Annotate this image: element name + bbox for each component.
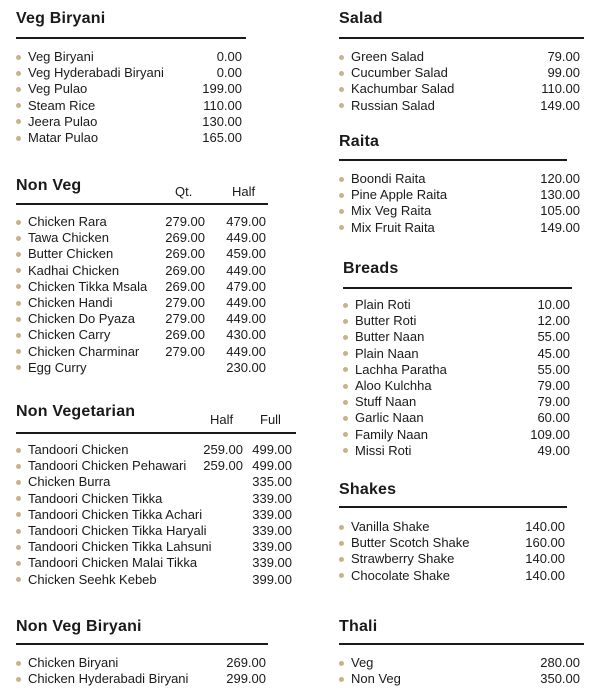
item-name: Missi Roti <box>355 442 412 458</box>
item-list <box>16 655 268 687</box>
menu-item <box>16 311 268 327</box>
item-price: 130.00 <box>540 187 580 203</box>
menu-item <box>339 568 569 584</box>
menu-item <box>16 491 296 507</box>
section-title: Non Veg Biryani <box>16 618 142 635</box>
item-name: Family Naan <box>355 426 428 442</box>
item-list <box>16 214 268 376</box>
item-name: Jeera Pulao <box>28 113 98 129</box>
section-divider <box>16 37 246 39</box>
item-price: 140.00 <box>525 567 565 583</box>
item-price: 140.00 <box>525 551 565 567</box>
item-price-second: 479.00 <box>226 214 266 229</box>
item-price: 269.00 <box>226 655 266 670</box>
item-price-second: 449.00 <box>226 230 266 246</box>
section-title: Salad <box>339 10 383 27</box>
column-header-half: Half <box>210 412 234 427</box>
bullet-dot-icon <box>16 365 21 370</box>
section-title: Raita <box>339 133 380 150</box>
item-price-second: 449.00 <box>226 311 266 327</box>
item-price: 55.00 <box>537 361 570 377</box>
bullet-dot-icon <box>343 432 348 437</box>
bullet-dot-icon <box>339 225 344 230</box>
menu-item <box>16 671 268 687</box>
menu-item <box>16 263 268 279</box>
item-price-second: 335.00 <box>252 474 292 490</box>
item-price: 130.00 <box>202 113 242 129</box>
bullet-dot-icon <box>339 177 344 182</box>
section-title: Breads <box>343 260 399 277</box>
item-name: Russian Salad <box>351 97 435 113</box>
bullet-dot-icon <box>343 367 348 372</box>
item-price-second: 339.00 <box>252 506 292 522</box>
bullet-dot-icon <box>16 301 21 306</box>
bullet-dot-icon <box>16 496 21 501</box>
menu-item <box>343 362 575 378</box>
section-title: Non Vegetarian <box>16 403 136 420</box>
bullet-dot-icon <box>16 529 21 534</box>
menu-item <box>16 555 296 571</box>
item-name: Non Veg <box>351 671 401 687</box>
bullet-dot-icon <box>343 303 348 308</box>
bullet-dot-icon <box>339 557 344 562</box>
bullet-dot-icon <box>16 317 21 322</box>
item-name: Tawa Chicken <box>28 230 109 246</box>
bullet-dot-icon <box>16 677 21 682</box>
item-name: Veg Biryani <box>28 49 94 64</box>
item-price: 160.00 <box>525 535 565 551</box>
item-price-first: 259.00 <box>203 458 243 474</box>
menu-item <box>339 81 584 97</box>
column-header-half: Half <box>232 184 256 199</box>
item-price-second: 339.00 <box>252 539 292 555</box>
item-price: 199.00 <box>202 81 242 97</box>
section-divider <box>339 37 584 39</box>
item-price: 12.00 <box>537 313 570 329</box>
item-list <box>339 49 584 114</box>
item-name: Veg <box>351 655 374 670</box>
menu-item <box>343 313 575 329</box>
bullet-dot-icon <box>343 351 348 356</box>
section-title: Non Veg <box>16 177 82 194</box>
bullet-dot-icon <box>339 525 344 530</box>
item-name: Mix Veg Raita <box>351 203 432 219</box>
section-divider <box>16 432 296 434</box>
item-price-second: 339.00 <box>252 490 292 506</box>
bullet-dot-icon <box>339 193 344 198</box>
item-name: Chicken Hyderabadi Biryani <box>28 671 189 687</box>
bullet-dot-icon <box>339 573 344 578</box>
menu-item <box>16 655 268 671</box>
menu-item <box>16 327 268 343</box>
item-name: Chicken Handi <box>28 294 113 310</box>
item-name: Chicken Charminar <box>28 343 140 359</box>
item-price-first: 269.00 <box>165 262 205 278</box>
item-price-first: 269.00 <box>165 246 205 262</box>
item-price: 79.00 <box>537 394 570 410</box>
item-price-first: 279.00 <box>165 214 205 229</box>
section-divider <box>16 203 268 205</box>
bullet-dot-icon <box>343 319 348 324</box>
bullet-dot-icon <box>16 464 21 469</box>
menu-item <box>339 220 584 236</box>
column-header-qt: Qt. <box>175 184 193 199</box>
menu-item <box>339 655 584 671</box>
item-price: 105.00 <box>540 203 580 219</box>
item-name: Chicken Biryani <box>28 655 119 670</box>
menu-item <box>339 98 584 114</box>
item-name: Tandoori Chicken Tikka Achari <box>28 506 203 522</box>
item-name: Tandoori Chicken Tikka Haryali <box>28 522 207 538</box>
menu-item <box>16 295 268 311</box>
menu-item <box>16 65 246 81</box>
item-name: Vanilla Shake <box>351 519 430 534</box>
item-price: 45.00 <box>537 345 570 361</box>
bullet-dot-icon <box>16 545 21 550</box>
item-name: Butter Naan <box>355 329 425 345</box>
section-divider <box>339 643 584 645</box>
item-price: 149.00 <box>540 97 580 113</box>
item-price-first: 279.00 <box>165 294 205 310</box>
item-price-second: 479.00 <box>226 278 266 294</box>
item-name: Chicken Tikka Msala <box>28 278 148 294</box>
bullet-dot-icon <box>16 71 21 76</box>
menu-item <box>16 539 296 555</box>
bullet-dot-icon <box>16 236 21 241</box>
menu-item <box>16 360 268 376</box>
bullet-dot-icon <box>16 561 21 566</box>
item-name: Chicken Burra <box>28 474 111 490</box>
bullet-dot-icon <box>339 87 344 92</box>
item-price: 299.00 <box>226 671 266 687</box>
menu-item <box>16 458 296 474</box>
section-divider <box>339 506 567 508</box>
menu-item <box>343 394 575 410</box>
item-price-second: 449.00 <box>226 343 266 359</box>
item-name: Kadhai Chicken <box>28 262 120 278</box>
menu-item <box>343 443 575 459</box>
bullet-dot-icon <box>16 333 21 338</box>
item-price-second: 430.00 <box>226 327 266 343</box>
menu-item <box>16 98 246 114</box>
bullet-dot-icon <box>343 400 348 405</box>
menu-item <box>339 171 584 187</box>
item-price: 109.00 <box>530 426 570 442</box>
item-price-second: 339.00 <box>252 522 292 538</box>
menu-item <box>16 246 268 262</box>
bullet-dot-icon <box>343 416 348 421</box>
item-name: Tandoori Chicken Pehawari <box>28 458 187 474</box>
item-price: 55.00 <box>537 329 570 345</box>
item-name: Tandoori Chicken Tikka <box>28 490 163 506</box>
menu-item <box>339 671 584 687</box>
item-price-first: 269.00 <box>165 278 205 294</box>
bullet-dot-icon <box>339 541 344 546</box>
item-name: Veg Pulao <box>28 81 88 97</box>
item-price-first: 269.00 <box>165 327 205 343</box>
item-name: Plain Naan <box>355 345 419 361</box>
item-name: Kachumbar Salad <box>351 81 455 97</box>
menu-item <box>343 346 575 362</box>
bullet-dot-icon <box>339 71 344 76</box>
menu-item <box>343 410 575 426</box>
item-list <box>339 171 584 236</box>
bullet-dot-icon <box>16 480 21 485</box>
item-price: 149.00 <box>540 219 580 235</box>
item-price-first: 279.00 <box>165 311 205 327</box>
menu-item <box>16 279 268 295</box>
menu-item <box>339 203 584 219</box>
item-list <box>339 655 584 687</box>
item-price: 110.00 <box>203 97 242 113</box>
bullet-dot-icon <box>339 209 344 214</box>
item-price: 49.00 <box>537 442 570 458</box>
item-list <box>16 49 246 146</box>
item-name: Pine Apple Raita <box>351 187 448 203</box>
item-price: 79.00 <box>547 49 580 64</box>
item-price: 0.00 <box>216 65 242 81</box>
bullet-dot-icon <box>16 103 21 108</box>
bullet-dot-icon <box>16 512 21 517</box>
menu-item <box>339 519 569 535</box>
menu-item <box>343 378 575 394</box>
menu-item <box>16 230 268 246</box>
menu-item <box>343 427 575 443</box>
section-title: Veg Biryani <box>16 10 106 27</box>
menu-item <box>16 442 296 458</box>
menu-item <box>16 130 246 146</box>
item-name: Butter Roti <box>355 313 417 329</box>
section-divider <box>339 159 567 161</box>
item-price: 79.00 <box>537 377 570 393</box>
item-price: 0.00 <box>216 49 242 64</box>
menu-item <box>16 523 296 539</box>
item-price-second: 499.00 <box>252 458 292 474</box>
item-price-second: 230.00 <box>226 359 266 375</box>
item-name: Stuff Naan <box>355 394 417 410</box>
item-name: Plain Roti <box>355 297 411 312</box>
bullet-dot-icon <box>16 87 21 92</box>
item-name: Steam Rice <box>28 97 96 113</box>
item-price-first: 279.00 <box>165 343 205 359</box>
column-header-full: Full <box>260 412 281 427</box>
item-name: Mix Fruit Raita <box>351 219 435 235</box>
bullet-dot-icon <box>339 677 344 682</box>
item-name: Butter Scotch Shake <box>351 535 470 551</box>
bullet-dot-icon <box>16 349 21 354</box>
bullet-dot-icon <box>16 284 21 289</box>
menu-item <box>339 535 569 551</box>
bullet-dot-icon <box>343 384 348 389</box>
item-price-second: 399.00 <box>252 571 292 587</box>
section-divider <box>16 643 268 645</box>
item-name: Veg Hyderabadi Biryani <box>28 65 164 81</box>
item-price-first: 269.00 <box>165 230 205 246</box>
menu-item <box>343 329 575 345</box>
section-title: Thali <box>339 618 378 635</box>
item-name: Butter Chicken <box>28 246 114 262</box>
menu-item <box>16 49 246 65</box>
item-price: 120.00 <box>540 171 580 186</box>
bullet-dot-icon <box>16 119 21 124</box>
bullet-dot-icon <box>16 268 21 273</box>
item-name: Egg Curry <box>28 359 87 375</box>
bullet-dot-icon <box>339 103 344 108</box>
item-name: Tandoori Chicken Tikka Lahsuni <box>28 539 212 555</box>
bullet-dot-icon <box>16 448 21 453</box>
item-price-second: 449.00 <box>226 262 266 278</box>
bullet-dot-icon <box>16 220 21 225</box>
item-name: Matar Pulao <box>28 129 99 145</box>
menu-item <box>343 297 575 313</box>
item-list <box>16 442 296 588</box>
menu-item <box>339 187 584 203</box>
item-price: 10.00 <box>537 297 570 312</box>
item-name: Chicken Seehk Kebeb <box>28 571 157 587</box>
bullet-dot-icon <box>339 661 344 666</box>
item-name: Chicken Do Pyaza <box>28 311 135 327</box>
item-name: Boondi Raita <box>351 171 426 186</box>
menu-item <box>339 65 584 81</box>
item-price-second: 339.00 <box>252 555 292 571</box>
bullet-dot-icon <box>16 661 21 666</box>
item-name: Cucumber Salad <box>351 65 448 81</box>
menu-item <box>339 49 584 65</box>
menu-item <box>16 507 296 523</box>
item-price: 110.00 <box>541 81 580 97</box>
menu-item <box>16 572 296 588</box>
menu-item <box>16 344 268 360</box>
item-price: 140.00 <box>525 519 565 534</box>
item-name: Green Salad <box>351 49 424 64</box>
bullet-dot-icon <box>16 55 21 60</box>
item-price: 350.00 <box>540 671 580 687</box>
item-name: Strawberry Shake <box>351 551 455 567</box>
item-price: 60.00 <box>537 410 570 426</box>
item-price: 280.00 <box>540 655 580 670</box>
item-name: Lachha Paratha <box>355 361 447 377</box>
section-divider <box>343 287 572 289</box>
bullet-dot-icon <box>16 136 21 141</box>
item-name: Chicken Rara <box>28 214 107 229</box>
bullet-dot-icon <box>16 252 21 257</box>
item-price: 99.00 <box>547 65 580 81</box>
item-list <box>343 297 575 459</box>
menu-item <box>339 551 569 567</box>
item-price-second: 449.00 <box>226 294 266 310</box>
bullet-dot-icon <box>339 55 344 60</box>
item-name: Aloo Kulchha <box>355 377 432 393</box>
item-name: Tandoori Chicken Malai Tikka <box>28 555 198 571</box>
item-name: Tandoori Chicken <box>28 442 129 457</box>
item-price-second: 499.00 <box>252 442 292 457</box>
item-name: Garlic Naan <box>355 410 424 426</box>
item-price-first: 259.00 <box>203 442 243 457</box>
bullet-dot-icon <box>343 335 348 340</box>
section-title: Shakes <box>339 481 397 498</box>
menu-item <box>16 214 268 230</box>
item-name: Chocolate Shake <box>351 567 451 583</box>
menu-item <box>16 81 246 97</box>
menu-item <box>16 474 296 490</box>
item-price: 165.00 <box>202 129 242 145</box>
bullet-dot-icon <box>16 577 21 582</box>
bullet-dot-icon <box>343 448 348 453</box>
item-price-second: 459.00 <box>226 246 266 262</box>
item-list <box>339 519 569 584</box>
item-name: Chicken Carry <box>28 327 111 343</box>
menu-item <box>16 114 246 130</box>
